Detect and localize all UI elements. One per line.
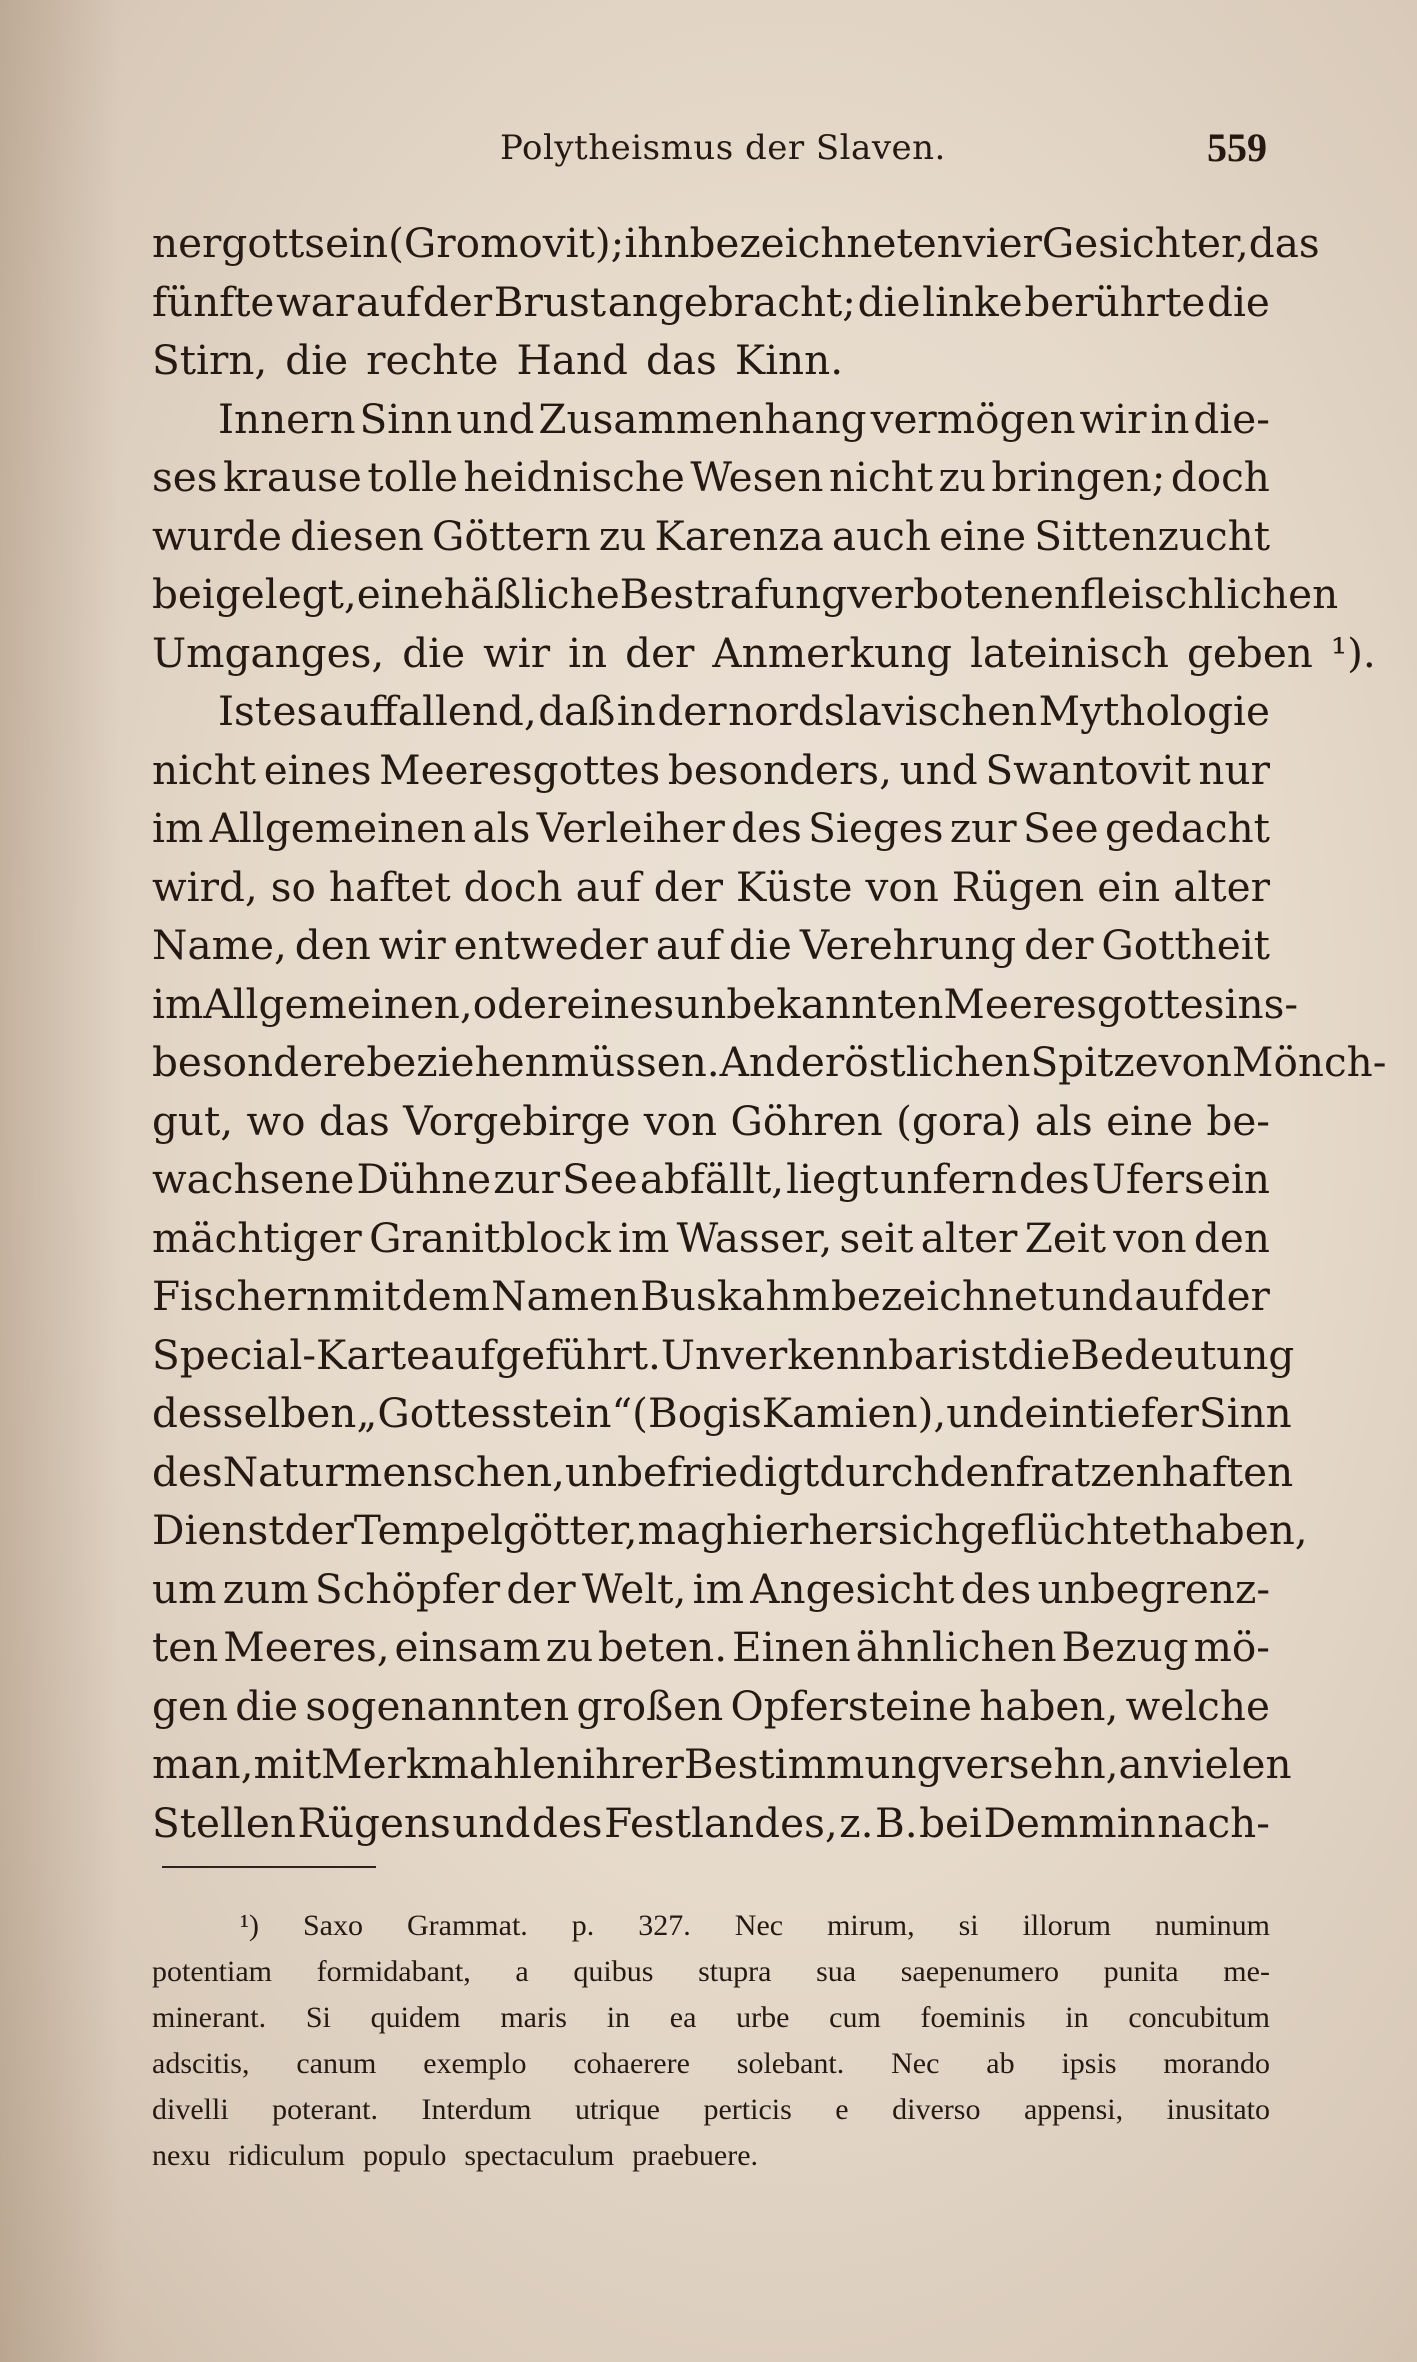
text-line: desselben „Gottesstein“ (Bogis Kamien), und ein tiefer Sinn [152,1389,1292,1437]
text-line: Special-Karte aufgeführt. Unverkennbar ist die Bedeutung [152,1330,1295,1379]
text-line: gut, wo das Vorgebirge von Göhren (gora) als eine be- [152,1096,1270,1145]
text-line: mächtiger Granitblock im Wasser, seit alter Zeit von den [152,1213,1270,1262]
text-line: fünfte war auf der Brust angebracht; die linke berührte die [152,277,1270,326]
footnote-line: adscitis, canum exemplo cohaerere solebant. Nec ab ipsis morando [152,2047,1270,2080]
footnote-line: potentiam formidabant, a quibus stupra sua saepenumero punita me- [152,1955,1270,1988]
text-line: Dienst der Tempelgötter, mag hierher sich geflüchtet haben, [152,1506,1308,1554]
main-text [152,214,1387,1852]
text-line: nergott sein (Gromovit); ihn bezeichneten vier Gesichter, das [152,219,1320,267]
text-line: Ist es auffallend, daß in der nordslavischen Mythologie [218,687,1270,735]
text-line: Stellen Rügens und des Festlandes, z. B. bei Demmin nach- [152,1798,1270,1847]
text-line: wurde diesen Göttern zu Karenza auch eine Sittenzucht [152,511,1270,560]
text-line: ten Meeres, einsam zu beten. Einen ähnlichen Bezug mö- [152,1623,1270,1671]
text-line: des Naturmenschen, unbefriedigt durch den fratzenhaften [152,1447,1294,1496]
page-header [160,125,1267,188]
text-line: um zum Schöpfer der Welt, im Angesicht des unbegrenz- [152,1564,1270,1613]
text-line: im Allgemeinen, oder eines unbekannten Meeresgottes ins- [152,979,1299,1028]
footnote-line: minerant. Si quidem maris in ea urbe cum foeminis in concubitum [152,2001,1270,2034]
text-line: nicht eines Meeresgottes besonders, und Swantovit nur [152,745,1270,794]
text-line: Innern Sinn und Zusammenhang vermögen wir in die- [218,394,1270,443]
text-line: wachsene Dühne zur See abfällt, liegt unfern des Ufers ein [152,1155,1270,1203]
running-title: Polytheismus der Slaven. [500,128,946,168]
text-line: besondere beziehen müssen. An der östlichen Spitze von Mönch- [152,1038,1387,1086]
text-line: wird, so haftet doch auf der Küste von Rügen ein alter [152,862,1270,911]
text-line: Name, den wir entweder auf die Verehrung der Gottheit [152,921,1270,969]
text-line: im Allgemeinen als Verleiher des Sieges zur See gedacht [152,804,1270,852]
text-line: beigelegt, eine häßliche Bestrafung verbotenen fleischlichen [152,570,1339,618]
text-line: man, mit Merkmahlen ihrer Bestimmung versehn, an vielen [152,1740,1292,1788]
page-number: 559 [1207,125,1267,170]
footnote [152,1903,1270,2179]
footnote-line: ¹) Saxo Grammat. p. 327. Nec mirum, si illorum numinum [240,1909,1270,1942]
text-line: ses krause tolle heidnische Wesen nicht zu bringen; doch [152,453,1270,501]
footnote-line: divelli poterant. Interdum utrique perticis e diverso appensi, inusitato [152,2093,1270,2126]
footnote-separator [162,1866,376,1868]
text-line: Umganges, die wir in der Anmerkung lateinisch geben ¹). [152,628,1376,677]
text-line: Stirn, die rechte Hand das Kinn. [152,336,844,384]
text-line: gen die sogenannten großen Opfersteine haben, welche [152,1681,1270,1730]
text-line: Fischern mit dem Namen Buskahm bezeichnet und auf der [152,1272,1270,1320]
footnote-line: nexu ridiculum populo spectaculum praebuere. [152,2139,759,2172]
